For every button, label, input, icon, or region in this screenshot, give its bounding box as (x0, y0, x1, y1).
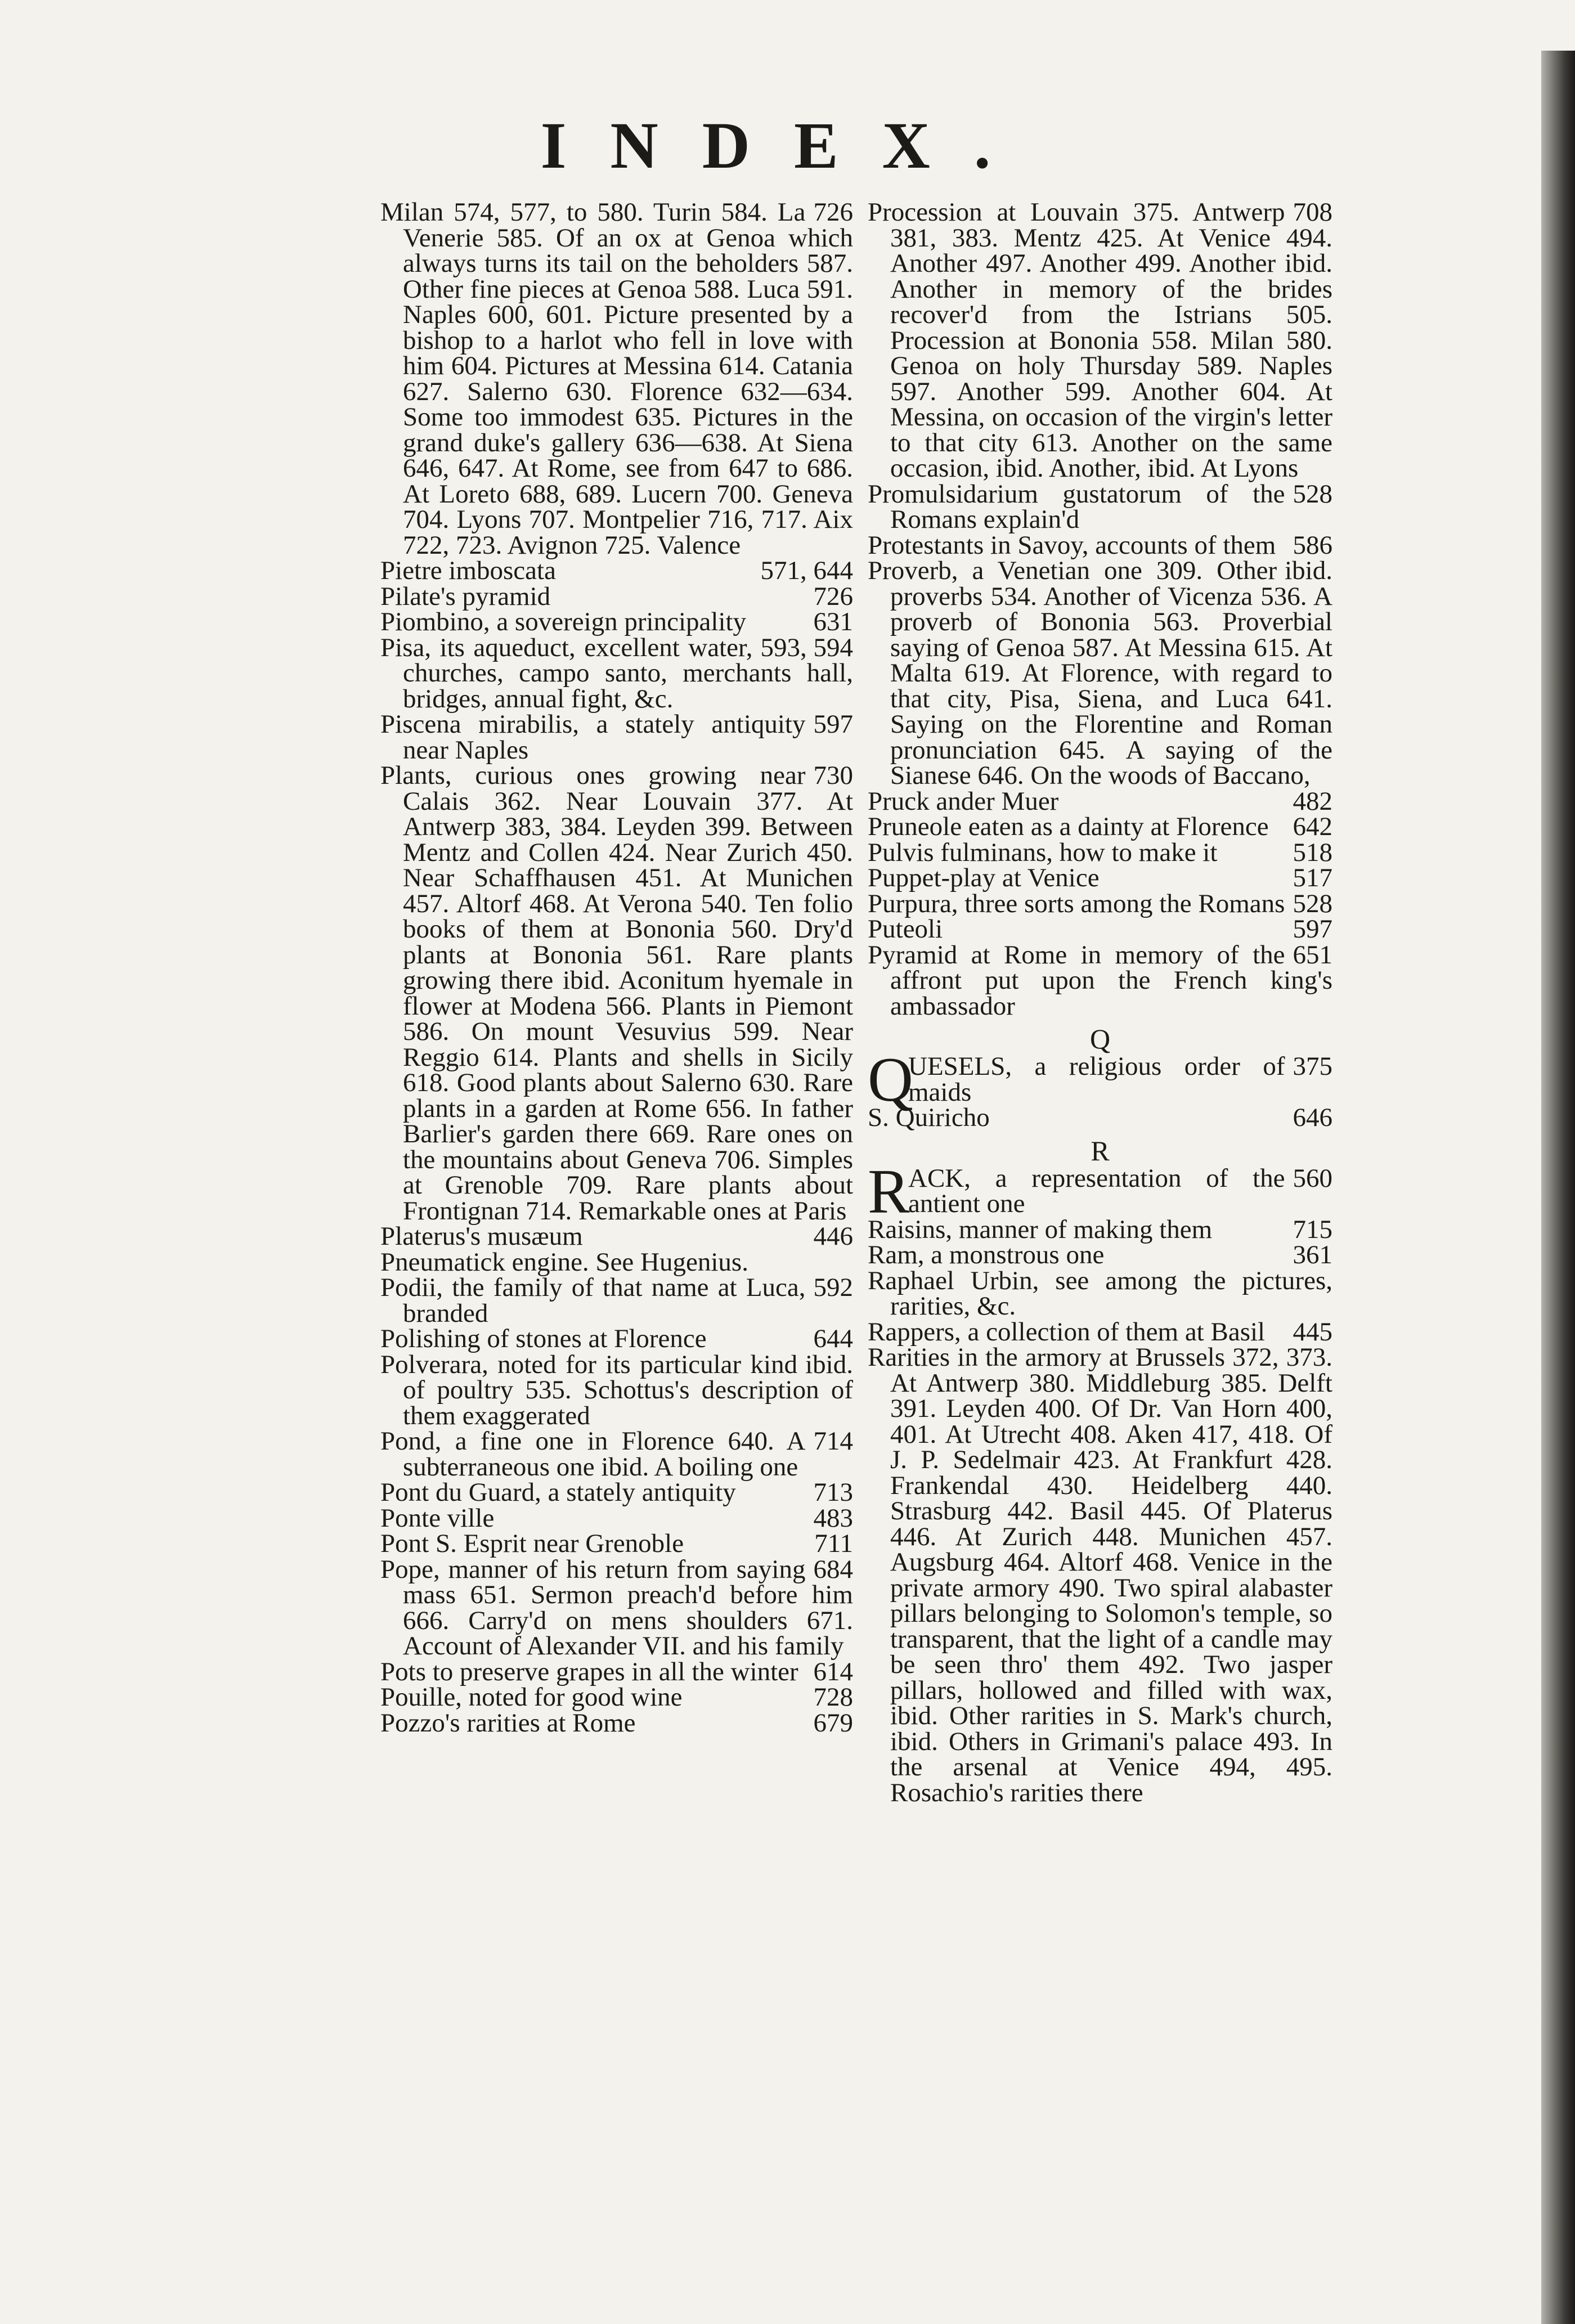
page-edge-shadow (1541, 51, 1575, 2324)
entry-text: Polverara, noted for its particular kind of poultry 535. Schottus's description of them exaggerated (380, 1349, 853, 1430)
entry-text: Plants, curious ones growing near Calais 362. Near Louvain 377. At Antwerp 383, 384. Leyden 399. Between Mentz and Collen 424. Near Zurich 450. Near Schaffhausen 451. At Munichen 457. Altorf 468. At Verona 540. Ten folio books of them at Bononia 560. Dry'd plants at Bononia 561. Rare plants growing there ibid. Aconitum hyemale in flower at Modena 566. Plants in Piemont 586. On mount Vesuvius 599. Near Reggio 614. Plants and shells in Sicily 618. Good plants about Salerno 630. Rare plants in a garden at Rome 656. In father Barlier's garden there 669. Rare ones on the mountains about Geneva 706. Simples at Grenoble 709. Rare plants about Frontignan 714. Remarkable ones at Paris (380, 761, 853, 1226)
page-ref: 651 (1293, 940, 1332, 970)
page-ref: 517 (1293, 863, 1332, 892)
entry-text: Pozzo's rarities at Rome (380, 1708, 636, 1738)
index-entry (380, 1659, 853, 1685)
index-entry (868, 200, 1332, 482)
entry-text: Pond, a fine one in Florence 640. A subterraneous one ibid. A boiling one (380, 1426, 806, 1482)
entry-text: Podii, the family of that name at Luca, branded (380, 1273, 806, 1328)
entry-text: Raphael Urbin, see among the pictures, rarities, &c. (868, 1266, 1332, 1321)
page-ref: 714 (813, 1426, 853, 1456)
entry-text: Puteoli (868, 914, 943, 944)
entry-text: Pilate's pyramid (380, 581, 551, 611)
entry-text: Milan 574, 577, to 580. Turin 584. La Venerie 585. Of an ox at Genoa which always turns its tail on the beholders 587. Other fine pieces at Genoa 588. Luca 591. Naples 600, 601. Picture presented by a bishop to a harlot who fell in love with him 604. Pictures at Messina 614. Catania 627. Salerno 630. Florence 632—634. Some too immodest 635. Pictures in the grand duke's gallery 636—638. At Siena 646, 647. At Rome, see from 647 to 686. At Loreto 688, 689. Lucern 700. Geneva 704. Lyons 707. Montpelier 716, 717. Aix 722, 723. Avignon 725. Valence (380, 198, 853, 560)
entry-text: Pneumatick engine. See Hugenius. (380, 1247, 748, 1277)
index-entry (868, 1045, 1332, 1115)
page-ref: 586 (1293, 530, 1332, 560)
entry-text: Pulvis fulminans, how to make it (868, 837, 1218, 867)
entry-text: Platerus's musæum (380, 1222, 583, 1251)
page-ref: 528 (1293, 479, 1332, 509)
index-entry (868, 940, 1332, 1021)
page-ref: 711 (814, 1529, 853, 1558)
entry-text: Pietre imboscata (380, 556, 556, 585)
entry-text: Procession at Louvain 375. Antwerp 381, 383. Mentz 425. At Venice 494. Another 497. Another 499. Another ibid. Another in memory of the brides recover'd from the Istrians 505. Procession at Bononia 558. Milan 580. Genoa on holy Thursday 589. Naples 597. Another 599. Another 604. At Messina, on occasion of the virgin's letter to that city 613. Another on the same occasion, ibid. Another, ibid. At Lyons (868, 198, 1332, 483)
page-ref: 597 (1293, 914, 1332, 944)
entry-text: Raisins, manner of making them (868, 1214, 1213, 1244)
index-entry (868, 1105, 1332, 1131)
entry-text: Piscena mirabilis, a stately antiquity near Naples (380, 710, 806, 765)
page-ref: 597 (813, 710, 853, 739)
page-ref: 728 (813, 1683, 853, 1712)
page-ref: 715 (1293, 1214, 1332, 1244)
index-entry (380, 1275, 853, 1326)
page-ref: 726 (813, 581, 853, 611)
page-ref: ibid. (805, 1349, 853, 1379)
entry-text: Pruck ander Muer (868, 786, 1059, 816)
index-entry (868, 1345, 1332, 1806)
page-ref: 631 (813, 607, 853, 636)
entry-text: Pots to preserve grapes in all the winter (380, 1657, 798, 1686)
index-entry (380, 200, 853, 558)
index-entry (868, 814, 1332, 840)
page-ref: 646 (1293, 1103, 1332, 1132)
page-ref: 483 (813, 1503, 853, 1533)
page-ref: 726 (813, 198, 853, 227)
entry-text: Pope, manner of his return from saying mass 651. Sermon preach'd before him 666. Carry'd on mens shoulders 671. Account of Alexander VII. and his family (380, 1554, 853, 1661)
index-column-right (868, 200, 1332, 1806)
section-letter-q: Q (1089, 1023, 1111, 1055)
index-entry (868, 1214, 1332, 1244)
index-entry (868, 1242, 1332, 1268)
page-ref: 642 (1293, 812, 1332, 841)
index-entry (868, 1268, 1332, 1320)
entry-text: Ponte ville (380, 1503, 495, 1533)
index-entry (380, 1426, 853, 1482)
index-entry (380, 1685, 853, 1711)
page-title: INDEX. (540, 109, 1035, 182)
index-entry (380, 1503, 853, 1533)
index-entry (380, 632, 853, 714)
index-entry (380, 1224, 853, 1250)
index-entry (868, 891, 1332, 917)
page-ref: 518 (1293, 837, 1332, 867)
entry-text: Pruneole eaten as a dainty at Florence (868, 812, 1269, 841)
entry-text: Promulsidarium gustatorum of the Romans explain'd (868, 479, 1285, 534)
entry-text: Purpura, three sorts among the Romans (868, 889, 1285, 918)
index-entry (868, 914, 1332, 944)
index-entry (380, 1531, 853, 1557)
index-entry (868, 530, 1332, 560)
index-entry (380, 712, 853, 763)
page-ref: 713 (813, 1478, 853, 1507)
index-entry (868, 1317, 1332, 1347)
page-ref: 560 (1293, 1163, 1332, 1193)
entry-text: Pyramid at Rome in memory of the affront put upon the French king's ambassador (868, 940, 1332, 1021)
page-ref: 446 (813, 1222, 853, 1251)
page-ref: 445 (1293, 1317, 1332, 1347)
page-ref: 482 (1293, 786, 1332, 816)
index-entry (380, 1554, 853, 1661)
page-ref: 708 (1293, 198, 1332, 227)
index-entry (868, 479, 1332, 534)
drop-cap: R (868, 1156, 910, 1227)
index-entry (380, 609, 853, 635)
page-ref: 684 (813, 1554, 853, 1584)
page-ref: 592 (813, 1273, 853, 1302)
index-entry (380, 1349, 853, 1430)
entry-text: S. Quiricho (868, 1103, 990, 1132)
index-entry (868, 865, 1332, 891)
entry-text: Rappers, a collection of them at Basil (868, 1317, 1266, 1347)
page-ref: 679 (813, 1708, 853, 1738)
entry-text: Piombino, a sovereign principality (380, 607, 747, 636)
index-entry (868, 1156, 1332, 1227)
entry-text: Pont S. Esprit near Grenoble (380, 1529, 684, 1558)
index-entry (380, 763, 853, 1224)
index-entry (868, 786, 1332, 816)
page-ref: 528 (1293, 889, 1332, 918)
index-entry (380, 1247, 853, 1277)
entry-text: ACK, a representation of the antient one (908, 1163, 1285, 1218)
entry-text: Rarities in the armory at Brussels 372, 373. At Antwerp 380. Middleburg 385. Delft 391. Leyden 400. Of Dr. Van Horn 400, 401. At Utrecht 408. Aken 417, 418. Of J. P. Sedelmair 423. At Frankfurt 428. Frankendal 430. Heidelberg 440. Strasburg 442. Basil 445. Of Platerus 446. At Zurich 448. Munichen 457. Augsburg 464. Altorf 468. Venice in the private armory 490. Two spiral alabaster pillars belonging to Solomon's temple, so transparent, that the light of a candle may be seen thro' them 492. Two jasper pillars, hollowed and filled with wax, ibid. Other rarities in S. Mark's church, ibid. Others in Grimani's palace 493. In the arsenal at Venice 494, 495. Rosachio's rarities there (868, 1343, 1332, 1807)
entry-text: Ram, a monstrous one (868, 1240, 1105, 1269)
page-ref: 361 (1293, 1240, 1332, 1269)
page-ref: 730 (813, 761, 853, 790)
entry-text: Pisa, its aqueduct, excellent water, churches, campo santo, merchants hall, bridges, annual fight, &c. (380, 632, 853, 714)
page-ref: 614 (813, 1657, 853, 1686)
page-ref: 593, 594 (760, 632, 853, 662)
index-entry (380, 581, 853, 611)
entry-text: Proverb, a Venetian one 309. Other proverbs 534. Another of Vicenza 536. A proverb of Bononia 563. Proverbial saying of Genoa 587. At Messina 615. At Malta 619. At Florence, with regard to that city, Pisa, Siena, and Luca 641. Saying on the Florentine and Roman pronunciation 645. A saying of the Sianese 646. On the woods of Baccano, (868, 556, 1332, 790)
entry-text: Puppet-play at Venice (868, 863, 1100, 892)
page-ref: 375 (1293, 1052, 1332, 1081)
entry-text: Pouille, noted for good wine (380, 1683, 683, 1712)
index-entry (380, 1326, 853, 1352)
page-ref: 644 (813, 1324, 853, 1353)
index-entry (380, 1480, 853, 1506)
index-column-left (380, 200, 853, 1736)
drop-cap: Q (868, 1045, 913, 1115)
index-entry (380, 558, 853, 584)
entry-text: Pont du Guard, a stately antiquity (380, 1478, 736, 1507)
entry-text: UESELS, a religious order of maids (908, 1052, 1285, 1107)
page-ref: 571, 644 (760, 556, 853, 585)
page-ref: ibid. (1285, 556, 1332, 585)
index-entry (868, 837, 1332, 867)
entry-text: Protestants in Savoy, accounts of them (868, 530, 1276, 560)
section-letter-r: R (1091, 1134, 1110, 1167)
entry-text: Polishing of stones at Florence (380, 1324, 707, 1353)
index-entry (868, 558, 1332, 789)
index-entry (380, 1708, 853, 1738)
